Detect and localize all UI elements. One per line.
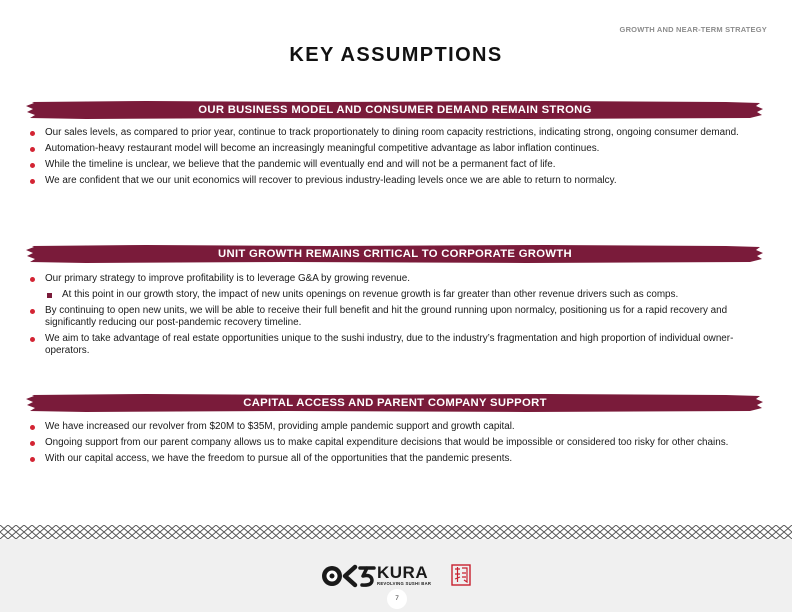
kura-logo [321,563,473,589]
bullet-dot-icon [30,441,35,446]
section-heading: CAPITAL ACCESS AND PARENT COMPANY SUPPORT [243,397,547,409]
list-item: While the timeline is unclear, we believe that the pandemic will eventually end and will not be a permanent fact of life. [28,159,758,171]
bullet-dot-icon [30,277,35,282]
footer [0,525,792,612]
square-bullet-icon [47,293,52,298]
diamond-pattern-border [0,525,792,539]
list-item: We have increased our revolver from $20M to $35M, providing ample pandemic support and growth capital. [28,421,758,433]
list-item: Our sales levels, as compared to prior year, continue to track proportionately to dining room capacity restrictions, indicating strong, ongoing consumer demand. [28,127,758,139]
list-item: Automation-heavy restaurant model will become an increasingly meaningful competitive advantage as labor inflation continues. [28,143,758,155]
bullet-dot-icon [30,337,35,342]
red-seal-stamp-icon [451,564,471,586]
bullet-dot-icon [30,147,35,152]
section-banner-2 [26,244,764,264]
section-heading: OUR BUSINESS MODEL AND CONSUMER DEMAND REMAIN STRONG [198,104,592,116]
kura-emblem-icon [321,563,377,589]
bullet-dot-icon [30,309,35,314]
section-kicker: GROWTH AND NEAR-TERM STRATEGY [619,25,767,34]
page-title: KEY ASSUMPTIONS [289,44,503,66]
bullet-dot-icon [30,457,35,462]
list-item: By continuing to open new units, we will be able to receive their full benefit and hit the ground running upon normalcy, positioning us for a rapid recovery and significantly reducing our post-pandemic recovery timeline. [28,305,758,329]
bullet-list-3 [28,421,758,469]
bullet-dot-icon [30,179,35,184]
bullet-dot-icon [30,425,35,430]
list-item: With our capital access, we have the freedom to pursue all of the opportunities that the pandemic presents. [28,453,758,465]
list-item: Our primary strategy to improve profitability is to leverage G&A by growing revenue. [28,273,758,285]
section-banner-1 [26,100,764,120]
bullet-dot-icon [30,163,35,168]
section-heading: UNIT GROWTH REMAINS CRITICAL TO CORPORATE GROWTH [218,248,572,260]
logo-tagline: REVOLVING SUSHI BAR [377,581,432,586]
sub-list-item: At this point in our growth story, the impact of new units openings on revenue growth is far greater than other revenue drivers such as comps. [28,289,758,301]
list-item: Ongoing support from our parent company allows us to make capital expenditure decisions that would be impossible or considered too risky for other chains. [28,437,758,449]
list-item: We aim to take advantage of real estate opportunities unique to the sushi industry, due to the industry’s fragmentation and high proportion of individual owner-operators. [28,333,758,357]
bullet-list-2 [28,273,758,361]
bullet-list-1 [28,127,758,191]
logo-wordmark: KURA [377,563,429,582]
bullet-dot-icon [30,131,35,136]
page-number: 7 [387,589,407,609]
section-banner-3 [26,393,764,413]
list-item: We are confident that we our unit economics will recover to previous industry-leading levels once we are able to return to normalcy. [28,175,758,187]
